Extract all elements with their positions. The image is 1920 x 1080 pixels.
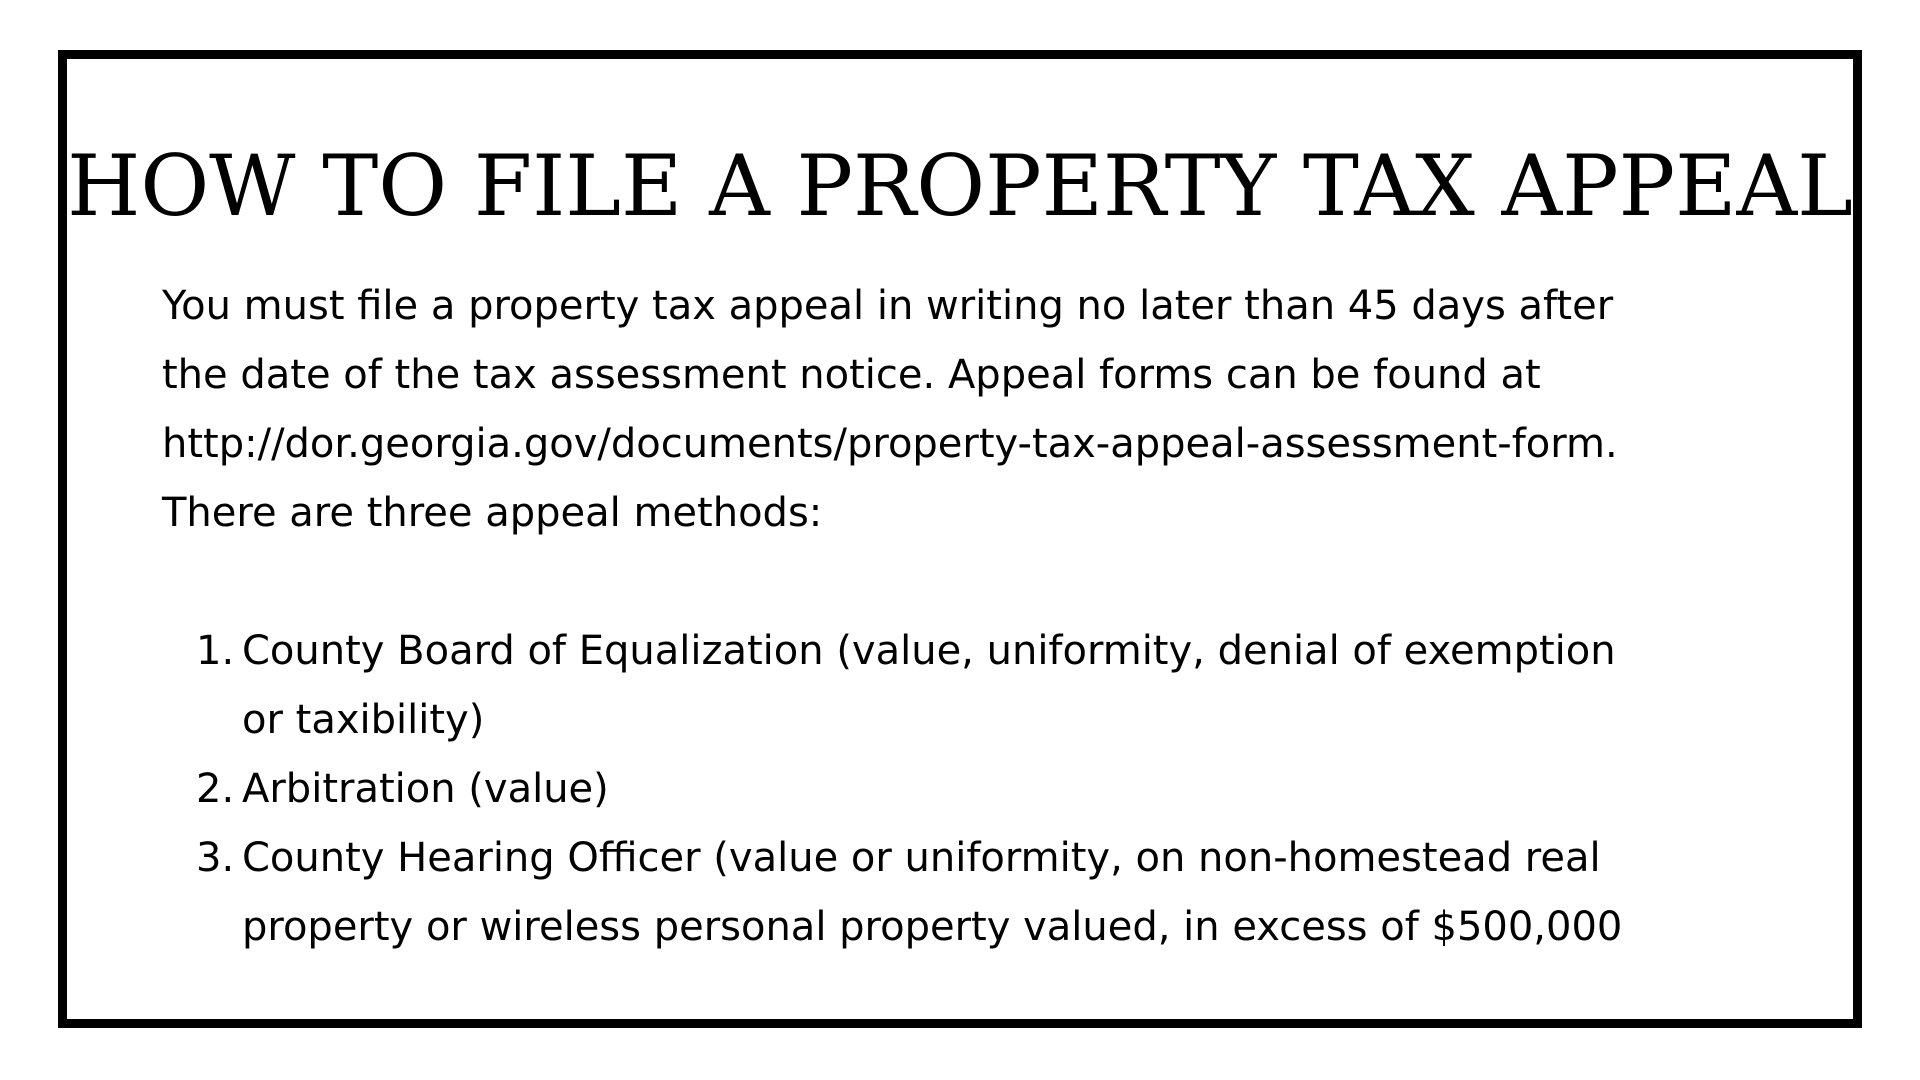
list-item-text: Arbitration (value)	[242, 766, 609, 812]
list-item-text: or taxibility)	[242, 697, 485, 743]
appeal-methods-list	[196, 617, 1796, 962]
list-item	[196, 824, 1796, 962]
list-item	[196, 617, 1796, 755]
intro-line: There are three appeal methods:	[162, 490, 823, 536]
list-item-text: property or wireless personal property valued, in excess of $500,000	[242, 904, 1623, 950]
intro-paragraph	[162, 272, 1802, 548]
list-item-text: County Board of Equalization (value, uniformity, denial of exemption	[242, 628, 1616, 674]
intro-line: You must file a property tax appeal in writing no later than 45 days after	[162, 283, 1614, 329]
list-item-number: 3.	[196, 835, 235, 881]
page-title: HOW TO FILE A PROPERTY TAX APPEAL	[67, 137, 1853, 235]
intro-line: the date of the tax assessment notice. Appeal forms can be found at	[162, 352, 1541, 398]
list-item	[196, 755, 1796, 824]
list-item-number: 2.	[196, 766, 235, 812]
intro-line-url: http://dor.georgia.gov/documents/property-tax-appeal-assessment-form.	[162, 421, 1618, 467]
list-item-number: 1.	[196, 628, 235, 674]
list-item-text: County Hearing Officer (value or uniformity, on non-homestead real	[242, 835, 1601, 881]
